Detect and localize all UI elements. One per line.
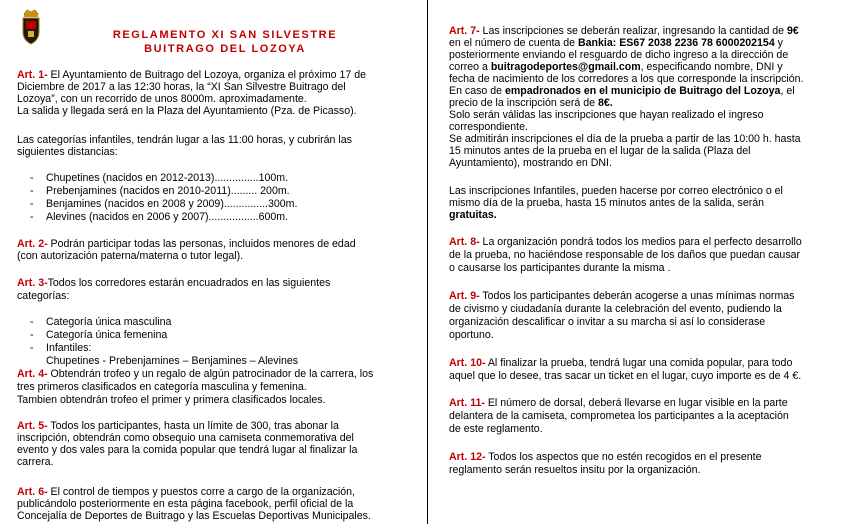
art12-label: Art. 12-: [449, 451, 486, 463]
right-column: [429, 0, 843, 524]
art6-line1: Art. 6- El control de tiempos y puestos corre a cargo de la organización,: [17, 486, 355, 498]
art7-line13: Las inscripciones Infantiles, pueden hacerse por correo electrónico o el: [449, 185, 783, 197]
art6-label: Art. 6-: [17, 486, 48, 498]
art7-line5: fecha de nacimiento de los corredores a los que corresponde la inscripción.: [449, 73, 804, 85]
art4-label: Art. 4-: [17, 368, 48, 380]
art2-line1: Art. 2- Podrán participar todas las personas, incluidos menores de edad: [17, 238, 356, 250]
art7-label: Art. 7-: [449, 25, 480, 37]
document-title: REGLAMENTO XI SAN SILVESTRE: [112, 29, 338, 41]
art9-line4: oportuno.: [449, 329, 494, 341]
art6-line3: Concejalía de Deportes de Buitrago y las Escuelas Deportivas Municipales.: [17, 510, 371, 522]
art7-line8: Solo serán válidas las inscripciones que hayan realizado el ingreso: [449, 109, 764, 121]
art8-line3: o causarse los participantes durante la misma .: [449, 262, 671, 274]
art9-line1: Art. 9- Todos los participantes deberán acogerse a unas mínimas normas: [449, 290, 795, 302]
art12-line2: reglamento serán resueltos insitu por la organización.: [449, 464, 701, 476]
distance-item: - Alevines (nacidos en 2006 y 2007).................600m.: [30, 211, 289, 223]
art11-label: Art. 11-: [449, 397, 485, 409]
art2-label: Art. 2-: [17, 238, 48, 250]
distance-item: - Prebenjamines (nacidos en 2010-2011)......... 200m.: [30, 185, 290, 197]
distance-item: - Chupetines (nacidos en 2012-2013)...............100m.: [30, 172, 289, 184]
document-subtitle: BUITRAGO DEL LOZOYA: [144, 43, 306, 55]
art3-label: Art. 3-: [17, 277, 48, 289]
art6-line2: publicándolo posteriormente en esta página facebook, perfil oficial de la: [17, 498, 354, 510]
art3-line1: Art. 3-Todos los corredores estarán encuadrados en las siguientes: [17, 277, 331, 289]
art12-line1: Art. 12- Todos los aspectos que no estén recogidos en el presente: [449, 451, 762, 463]
art5-label: Art. 5-: [17, 420, 48, 432]
art7-gratuitas: gratuitas.: [449, 209, 497, 221]
infantiles-intro-line2: siguientes distancias:: [17, 146, 118, 158]
art2-line2: (con autorización paterna/materna o tutor legal).: [17, 250, 244, 262]
art7-line2: en el número de cuenta de Bankia: ES67 2038 2236 78 6000202154 y: [449, 37, 783, 49]
municipal-crest-icon: [20, 8, 42, 46]
category-item: - Categoría única femenina: [30, 329, 168, 341]
art9-line2: de civismo y ciudadanía durante la celebración del evento, pudiendo la: [449, 303, 782, 315]
category-item: - Categoría única masculina: [30, 316, 172, 328]
art7-line14: mismo día de la prueba, hasta 15 minutos antes de la salida, serán: [449, 197, 765, 209]
art8-line2: de la prueba, no haciéndose responsable de los daños que puedan causar: [449, 249, 801, 261]
art1-line4: La salida y llegada será en la Plaza del Ayuntamiento (Pza. de Picasso).: [17, 105, 357, 117]
art8-line1: Art. 8- La organización pondrá todos los medios para el perfecto desarrollo: [449, 236, 802, 248]
distance-item: - Benjamines (nacidos en 2008 y 2009)...............300m.: [30, 198, 298, 210]
art7-line3: posteriormente enviando el resguardo de dicho ingreso a la dirección de: [449, 49, 789, 61]
art3-line2: categorías:: [17, 290, 70, 302]
art1-line3: Lozoya”, con un recorrido de unos 8000m. aproximadamente.: [17, 93, 307, 105]
art7-line7: precio de la inscripción será de 8€.: [449, 97, 613, 109]
art11-line2: delantera de la camiseta, comprometea los participantes a la aceptación: [449, 410, 789, 422]
art7-line4: correo a buitragodeportes@gmail.com, especificando nombre, DNI y: [449, 61, 783, 73]
art11-line1: Art. 11- El número de dorsal, deberá llevarse en lugar visible en la parte: [449, 397, 788, 409]
art5-line2: inscripción, obtendrán como obsequio una camiseta conmemorativa del: [17, 432, 354, 444]
contact-email: buitragodeportes@gmail.com: [490, 61, 641, 73]
art7-line6: En caso de empadronados en el municipio de Buitrago del Lozoya, el: [449, 85, 795, 97]
art7-line9: correspondiente.: [449, 121, 528, 133]
infantiles-intro-line1: Las categorías infantiles, tendrán lugar a las 11:00 horas, y cubrirán las: [17, 134, 352, 146]
art5-line1: Art. 5- Todos los participantes, hasta un límite de 300, tras abonar la: [17, 420, 339, 432]
art7-line10: Se admitirán inscripciones el día de la prueba a partir de las 10:00 h. hasta: [449, 133, 801, 145]
art10-label: Art. 10-: [449, 357, 486, 369]
art10-line1: Art. 10- Al finalizar la prueba, tendrá lugar una comida popular, para todo: [449, 357, 793, 369]
art8-label: Art. 8-: [449, 236, 480, 248]
art1-label: Art. 1-: [17, 69, 48, 81]
art4-line3: Tambien obtendrán trofeo el primer y primera clasificados locales.: [17, 394, 326, 406]
infantiles-categories: Chupetines - Prebenjamines – Benjamines – Alevines: [46, 355, 299, 367]
category-item: - Infantiles:: [30, 342, 92, 354]
art5-line3: evento y dos vales para la comida popular que tendrá lugar al finalizar la: [17, 444, 358, 456]
art5-line4: carrera.: [17, 456, 54, 468]
art9-line3: organización descalificar o invitar a su marcha si así lo considerase: [449, 316, 766, 328]
art4-line1: Art. 4- Obtendrán trofeo y un regalo de algún patrocinador de la carrera, los: [17, 368, 374, 380]
art1-line2: Diciembre de 2017 a las 12:30 horas, la “XI San Silvestre Buitrago del: [17, 81, 346, 93]
bank-account: Bankia: ES67 2038 2236 78 6000202154: [577, 37, 775, 49]
art4-line2: tres primeros clasificados en categoría masculina y femenina.: [17, 381, 307, 393]
art11-line3: de este reglamento.: [449, 423, 543, 435]
art9-label: Art. 9-: [449, 290, 480, 302]
art7-line12: Ayuntamiento), mostrando en DNI.: [449, 157, 612, 169]
art1-line1: Art. 1- El Ayuntamiento de Buitrago del Lozoya, organiza el próximo 17 de: [17, 69, 367, 81]
art7-line1: Art. 7- Las inscripciones se deberán realizar, ingresando la cantidad de 9€: [449, 25, 799, 37]
art10-line2: aquel que lo desee, tras sacar un ticket en el lugar, cuyo importe es de 4 €.: [449, 370, 802, 382]
art7-line11: 15 minutos antes de la prueba en el lugar de la salida (Plaza del: [449, 145, 751, 157]
